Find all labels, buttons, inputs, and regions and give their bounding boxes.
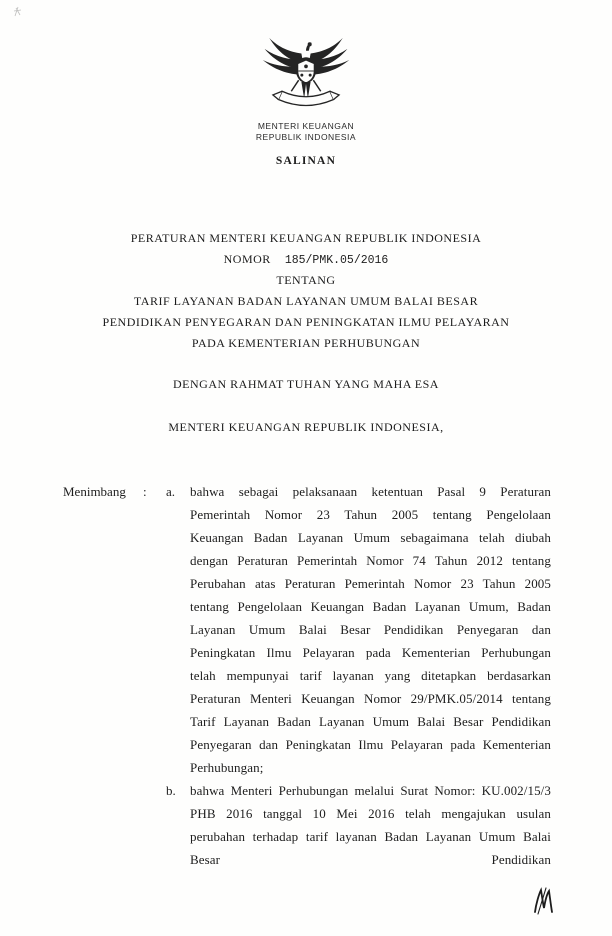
considerations-block [63,480,551,871]
regulation-number-line [0,252,612,267]
ministry-name-line1: MENTERI KEUANGAN [257,121,355,131]
subject-line-1: TARIF LAYANAN BADAN LAYANAN UMUM BALAI BESAR [133,294,479,308]
item-letter-a: a. [166,484,176,499]
handwritten-initial [532,886,556,921]
nomor-value: 185/PMK.05/2016 [284,254,389,267]
copy-label: SALINAN [275,155,337,167]
subject-line-2: PENDIDIKAN PENYEGARAN DAN PENINGKATAN ILMU PELAYARAN [102,315,510,329]
invocation-line: DENGAN RAHMAT TUHAN YANG MAHA ESA [173,377,439,391]
regulation-title-line: PERATURAN MENTERI KEUANGAN REPUBLIK INDONESIA [130,231,482,245]
subject-line-3: PADA KEMENTERIAN PERHUBUNGAN [191,336,421,350]
ministry-name [0,121,612,143]
item-text-b: bahwa Menteri Perhubungan melalui Surat Nomor: KU.002/15/3 PHB 2016 tanggal 10 Mei 2016 telah mengajukan usulan perubahan terhadap tarif layanan Badan Layanan Umum Balai Besar Pendidikan [190,783,551,867]
item-letter-b: b. [166,783,176,798]
ministry-name-line2: REPUBLIK INDONESIA [255,132,357,142]
consideration-item-a [63,480,551,779]
nomor-label: NOMOR [223,252,271,266]
garuda-emblem-icon [0,28,612,114]
consideration-item-b [63,779,551,871]
menimbang-label: Menimbang [63,484,126,499]
item-text-a: bahwa sebagai pelaksanaan ketentuan Pasal 9 Peraturan Pemerintah Nomor 23 Tahun 2005 tentang Pengelolaan Keuangan Badan Layanan Umum sebagaimana telah diubah dengan Peraturan Pemerintah Nomor 74 Tahun 2012 tentang Perubahan atas Peraturan Pemerintah Nomor 23 Tahun 2005 tentang Pengelolaan Keuangan Badan Layanan Umum, Badan Layanan Umum Balai Besar Pendidikan Penyegaran dan Peningkatan Ilmu Pelayaran pada Kementerian Perhubungan telah mempunyai tarif layanan yang ditetapkan berdasarkan Peraturan Menteri Keuangan Nomor 29/PMK.05/2014 tentang Tarif Layanan Badan Layanan Umum Balai Besar Pendidikan Penyegaran dan Peningkatan Ilmu Pelayaran pada Kementerian Perhubungan; [190,484,551,775]
tentang-label: TENTANG [276,273,336,287]
pencil-mark [13,5,23,23]
issuer-line: MENTERI KEUANGAN REPUBLIK INDONESIA, [168,420,444,434]
menimbang-colon: : [143,484,147,499]
